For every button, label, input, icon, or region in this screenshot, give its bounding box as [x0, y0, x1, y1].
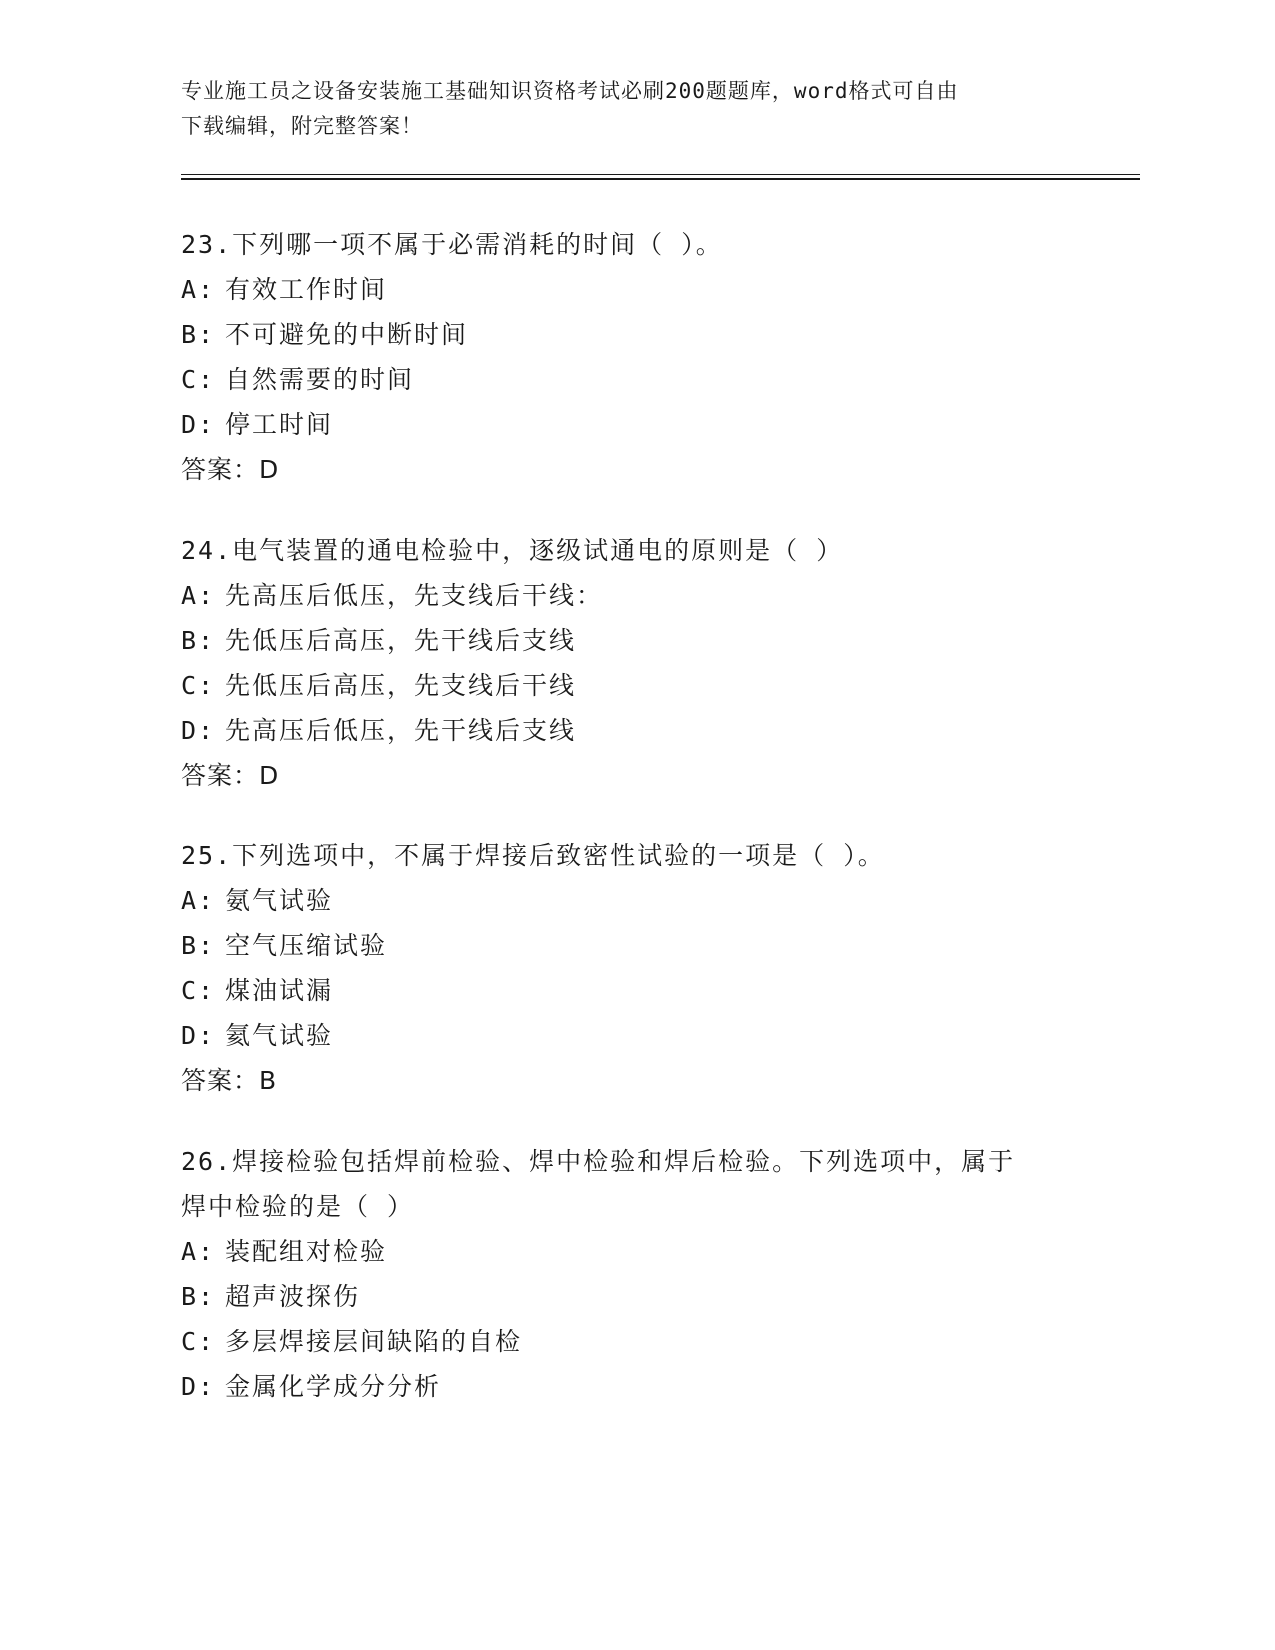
header-divider-thick: [181, 178, 1140, 180]
option-letter: D:: [181, 1372, 216, 1401]
option-letter: B:: [181, 626, 216, 655]
question-stem: 24.电气装置的通电检验中，逐级试通电的原则是（ ）: [181, 536, 844, 565]
question-23: [181, 222, 1081, 492]
option-d: [181, 402, 1081, 447]
option-b: [181, 1274, 1081, 1319]
question-stem-line-2: 焊中检验的是（ ）: [181, 1192, 415, 1221]
option-b: [181, 923, 1081, 968]
option-a: [181, 573, 1081, 618]
option-letter: D:: [181, 716, 216, 745]
answer: 答案：B: [181, 1066, 278, 1095]
option-text: 煤油试漏: [225, 976, 334, 1005]
option-text: 多层焊接层间缺陷的自检: [225, 1327, 523, 1356]
option-letter: A:: [181, 275, 216, 304]
question-stem-line-1: 26.焊接检验包括焊前检验、焊中检验和焊后检验。下列选项中，属于: [181, 1147, 1016, 1176]
option-a: [181, 1229, 1081, 1274]
option-text: 先高压后低压，先干线后支线: [225, 716, 577, 745]
option-c: [181, 663, 1081, 708]
question-stem: 23.下列哪一项不属于必需消耗的时间（ ）。: [181, 230, 723, 259]
option-text: 自然需要的时间: [225, 365, 415, 394]
option-d: [181, 1364, 1081, 1409]
option-letter: C:: [181, 671, 216, 700]
option-text: 空气压缩试验: [225, 931, 388, 960]
answer: 答案：D: [181, 761, 280, 790]
option-letter: C:: [181, 365, 216, 394]
option-letter: C:: [181, 1327, 216, 1356]
option-a: [181, 878, 1081, 923]
option-text: 氨气试验: [225, 886, 334, 915]
question-24: [181, 528, 1081, 798]
option-c: [181, 1319, 1081, 1364]
option-a: [181, 267, 1081, 312]
answer: 答案：D: [181, 455, 280, 484]
option-text: 先低压后高压，先干线后支线: [225, 626, 577, 655]
option-letter: D:: [181, 1021, 216, 1050]
document-header: [181, 74, 1081, 144]
header-line-2: 下载编辑，附完整答案！: [181, 114, 423, 138]
option-c: [181, 357, 1081, 402]
option-letter: D:: [181, 410, 216, 439]
option-letter: B:: [181, 1282, 216, 1311]
option-letter: A:: [181, 581, 216, 610]
header-divider-thin: [181, 174, 1140, 175]
option-c: [181, 968, 1081, 1013]
question-26: [181, 1139, 1081, 1409]
option-text: 先高压后低压，先支线后干线：: [225, 581, 604, 610]
option-text: 超声波探伤: [225, 1282, 361, 1311]
option-text: 氦气试验: [225, 1021, 334, 1050]
option-b: [181, 312, 1081, 357]
option-letter: A:: [181, 1237, 216, 1266]
option-text: 装配组对检验: [225, 1237, 388, 1266]
option-text: 金属化学成分分析: [225, 1372, 442, 1401]
option-letter: A:: [181, 886, 216, 915]
option-text: 先低压后高压，先支线后干线: [225, 671, 577, 700]
question-stem: 25.下列选项中，不属于焊接后致密性试验的一项是（ ）。: [181, 841, 885, 870]
option-text: 有效工作时间: [225, 275, 388, 304]
option-d: [181, 1013, 1081, 1058]
header-line-1: 专业施工员之设备安装施工基础知识资格考试必刷200题题库，word格式可自由: [181, 79, 959, 103]
option-letter: B:: [181, 320, 216, 349]
option-text: 停工时间: [225, 410, 334, 439]
option-d: [181, 708, 1081, 753]
option-letter: B:: [181, 931, 216, 960]
option-letter: C:: [181, 976, 216, 1005]
question-25: [181, 833, 1081, 1103]
option-b: [181, 618, 1081, 663]
option-text: 不可避免的中断时间: [225, 320, 469, 349]
